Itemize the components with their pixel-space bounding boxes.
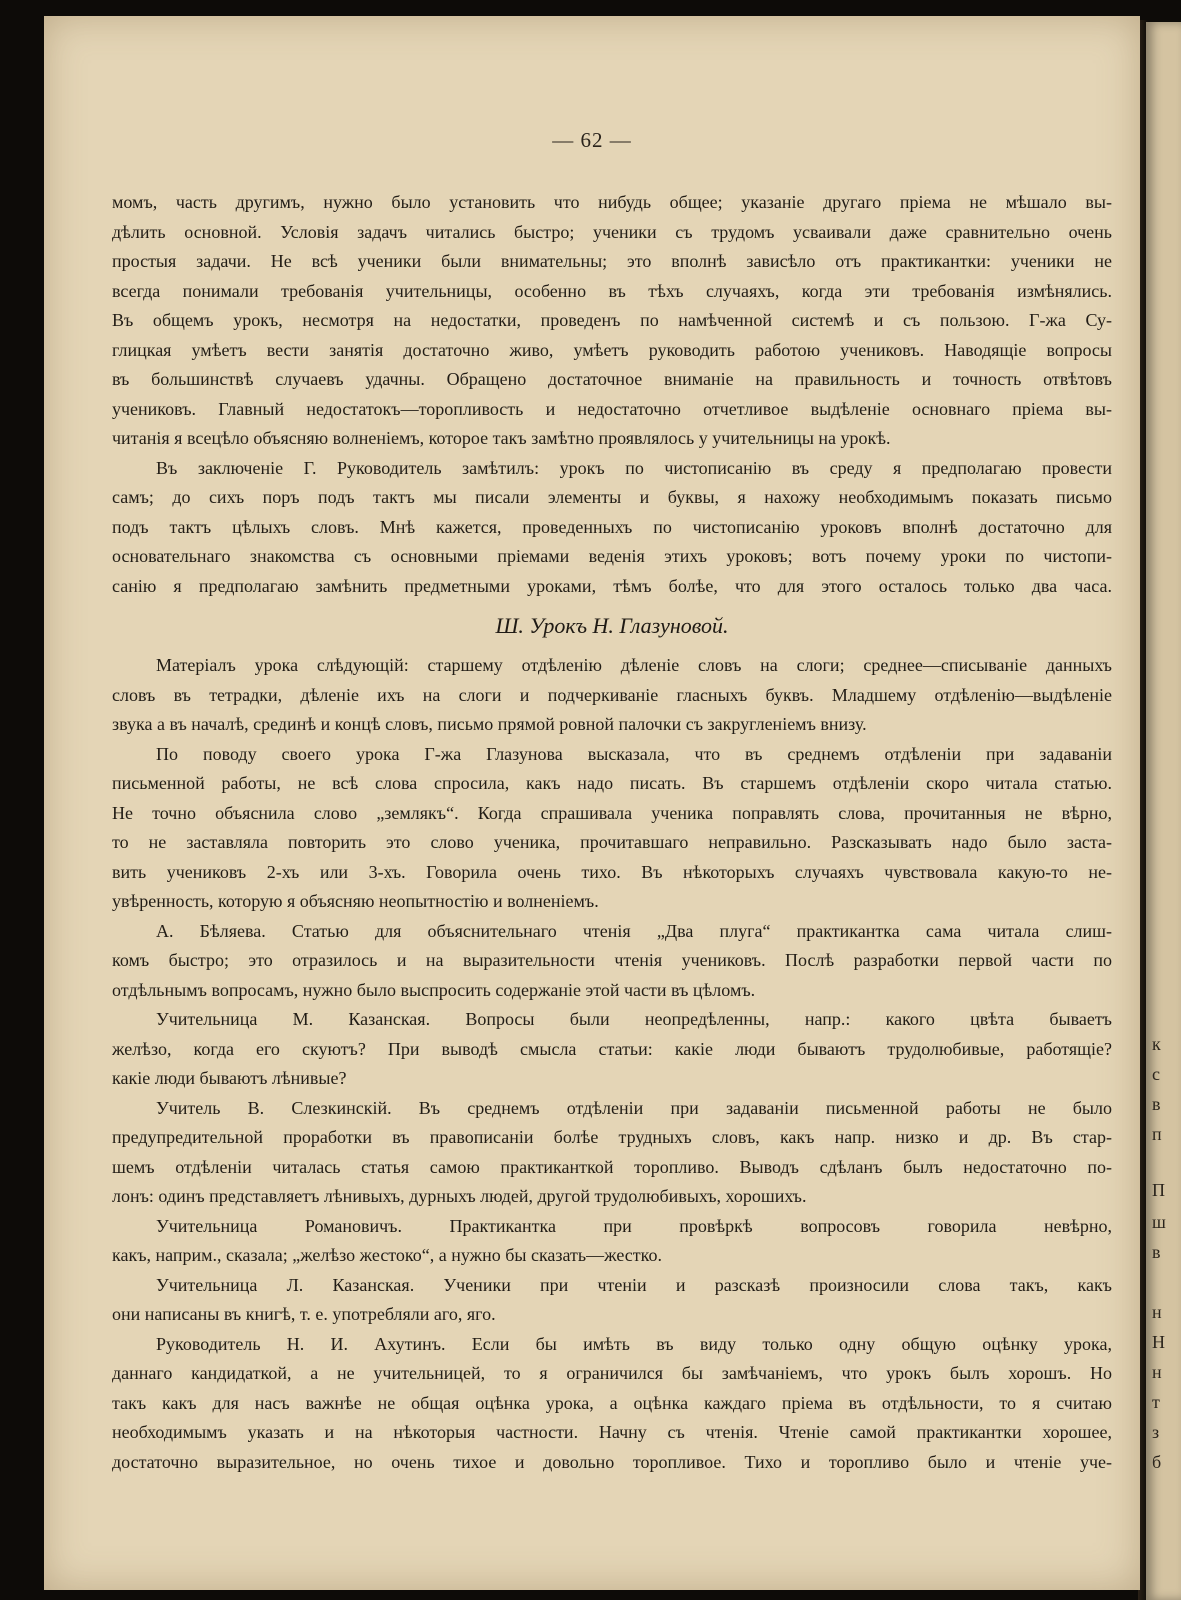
- adjacent-page-fragment: б: [1152, 1452, 1162, 1472]
- adjacent-page-fragment: з: [1152, 1422, 1160, 1442]
- text-line: звука а въ началѣ, срединѣ и концѣ словъ, письмо прямой ровной палочки съ закругленіемъ внизу.: [112, 714, 867, 734]
- text-line: Не точно объяснила слово „землякъ“. Когда спрашивала ученика поправлять слова, прочитанныя не вѣрно,: [112, 802, 1112, 823]
- text-line: подъ тактъ цѣлыхъ словъ. Мнѣ кажется, проведенныхъ по чистописанію уроковъ вполнѣ достаточно для: [112, 516, 1112, 537]
- text-line: По поводу своего урока Г-жа Глазунова высказала, что въ среднемъ отдѣленіи при задаваніи: [156, 743, 1112, 764]
- text-line: они написаны въ книгѣ, т. е. употребляли аго, яго.: [112, 1304, 496, 1324]
- text-line: Учительница Романовичъ. Практикантка при провѣркѣ вопросовъ говорила невѣрно,: [156, 1215, 1112, 1236]
- text-line: предупредительной проработки въ правописаніи болѣе трудныхъ словъ, какъ напр. низко и др. Въ стар-: [112, 1127, 1112, 1147]
- text-line: письменной работы, не всѣ слова спросила, какъ надо писать. Въ старшемъ отдѣленіи скоро читала статью.: [112, 773, 1112, 793]
- text-line: Въ заключеніе Г. Руководитель замѣтилъ: урокъ по чистописанію въ среду я предполагаю провести: [156, 457, 1112, 478]
- text-line: читанія я всецѣло объясняю волненіемъ, которое такъ замѣтно проявлялось у учительницы на урокѣ.: [112, 428, 891, 448]
- adjacent-page-fragment: Н: [1152, 1332, 1165, 1352]
- adjacent-page-fragment: П: [1152, 1180, 1165, 1200]
- adjacent-page-fragment: т: [1152, 1392, 1160, 1412]
- text-line: словъ въ тетрадки, дѣленіе ихъ на слоги и подчеркиваніе гласныхъ буквъ. Младшему отдѣленію—выдѣленіе: [112, 684, 1112, 705]
- adjacent-page-fragment: в: [1152, 1094, 1161, 1114]
- text-line: шемъ отдѣленіи читалась статья самою практиканткой торопливо. Выводъ сдѣланъ былъ недостаточно по-: [112, 1156, 1112, 1177]
- text-line: А. Бѣляева. Статью для объяснительнаго чтенія „Два плуга“ практикантка сама читала слиш-: [156, 920, 1112, 941]
- text-line: Учительница Л. Казанская. Ученики при чтеніи и разсказѣ произносили слова такъ, какъ: [156, 1274, 1112, 1295]
- text-line: основательнаго знакомства съ основными пріемами веденія этихъ уроковъ; вотъ почему уроки по чистопи-: [112, 546, 1112, 566]
- text-line: дѣлить основной. Условія задачъ читались быстро; ученики съ трудомъ усваивали даже сравнительно очень: [112, 221, 1112, 242]
- text-line: момъ, часть другимъ, нужно было установить что нибудь общее; указаніе другаго пріема не мѣшало вы-: [112, 192, 1112, 212]
- text-line: желѣзо, когда его скуютъ? При выводѣ смысла статьи: какіе люди бываютъ трудолюбивые, работящіе?: [112, 1038, 1112, 1059]
- text-line: такъ какъ для насъ важнѣе не общая оцѣнка урока, а оцѣнка каждаго пріема въ отдѣльности, то я считаю: [112, 1392, 1112, 1413]
- text-line: Руководитель Н. И. Ахутинъ. Если бы имѣть въ виду только одну общую оцѣнку урока,: [156, 1333, 1112, 1354]
- text-line: увѣренность, которую я объясняю неопытностію и волненіемъ.: [112, 891, 599, 911]
- text-line: въ большинствѣ случаевъ удачны. Обращено достаточное вниманіе на правильность и точность отвѣтовъ: [112, 369, 1112, 389]
- adjacent-page-edge: [1146, 22, 1181, 1600]
- adjacent-page-fragment: в: [1152, 1242, 1161, 1262]
- paragraph: [112, 651, 1112, 740]
- book-page: [44, 16, 1140, 1590]
- paragraph: [112, 1094, 1112, 1212]
- adjacent-page-fragment: ш: [1152, 1212, 1166, 1232]
- text-line: необходимымъ указать и на нѣкоторыя частности. Начну съ чтенія. Чтеніе самой практикантки хорошее,: [112, 1422, 1112, 1442]
- text-line: самъ; до сихъ поръ подъ тактъ мы писали элементы и буквы, я нахожу необходимымъ показать письмо: [112, 487, 1112, 507]
- text-line: достаточно выразительное, но очень тихое и довольно торопливое. Тихо и торопливо было и чтеніе уче-: [112, 1451, 1112, 1472]
- text-line: отдѣльнымъ вопросамъ, нужно было выспросить содержаніе этой части въ цѣломъ.: [112, 979, 756, 1000]
- adjacent-page-fragment: п: [1152, 1124, 1162, 1144]
- adjacent-page-fragment: н: [1152, 1302, 1162, 1322]
- paragraph: [112, 188, 1112, 454]
- text-line: какъ, наприм., сказала; „желѣзо жестоко“, а нужно бы сказать—жестко.: [112, 1245, 662, 1265]
- paragraph: [112, 740, 1112, 917]
- paragraph: [112, 1005, 1112, 1094]
- text-line: комъ быстро; это отразилось и на выразительности чтенія учениковъ. Послѣ разработки первой части по: [112, 950, 1112, 970]
- text-line: санію я предполагаю замѣнить предметными уроками, тѣмъ болѣе, что для этого осталось только два часа.: [112, 575, 1112, 596]
- page-body: [112, 188, 1112, 1477]
- adjacent-page-fragment: к: [1152, 1034, 1161, 1054]
- text-line: какіе люди бываютъ лѣнивые?: [112, 1068, 347, 1088]
- text-line: глицкая умѣетъ вести занятія достаточно живо, умѣетъ руководить работою учениковъ. Наводящіе вопросы: [112, 339, 1112, 360]
- text-line: Учитель В. Слезкинскій. Въ среднемъ отдѣленіи при задаваніи письменной работы не было: [156, 1097, 1112, 1118]
- text-line: Въ общемъ урокъ, несмотря на недостатки, проведенъ по намѣченной системѣ и съ пользою. Г-жа Су-: [112, 310, 1112, 330]
- text-line: лонъ: одинъ представляетъ лѣнивыхъ, дурныхъ людей, другой трудолюбивыхъ, хорошихъ.: [112, 1186, 807, 1206]
- paragraph: [112, 1330, 1112, 1478]
- text-line: простыя задачи. Не всѣ ученики были внимательны; это вполнѣ зависѣло отъ практикантки: ученики не: [112, 251, 1112, 271]
- text-line: то не заставляла повторить это слово ученика, прочитавшаго неправильно. Разсказывать надо было заста-: [112, 832, 1112, 852]
- paragraph: [112, 917, 1112, 1006]
- text-line: Матеріалъ урока слѣдующій: старшему отдѣленію дѣленіе словъ на слоги; среднее—списываніе данныхъ: [156, 655, 1112, 675]
- page-number: — 62 —: [552, 128, 632, 152]
- section-heading: Ш. Урокъ Н. Глазуновой.: [495, 613, 729, 638]
- adjacent-page-fragment: с: [1152, 1064, 1160, 1084]
- text-line: учениковъ. Главный недостатокъ—торопливость и недостаточно отчетливое выдѣленіе основнаго пріема вы-: [112, 398, 1112, 419]
- paragraph: [112, 1271, 1112, 1330]
- text-line: даннаго кандидаткой, а не учительницей, то я ограничился бы замѣчаніемъ, что урокъ былъ хорошъ. Но: [112, 1363, 1112, 1383]
- paragraph: [112, 454, 1112, 602]
- text-line: вить учениковъ 2-хъ или 3-хъ. Говорила очень тихо. Въ нѣкоторыхъ случаяхъ чувствовала какую-то не-: [112, 861, 1112, 882]
- paragraph: [112, 1212, 1112, 1271]
- adjacent-page-fragment: н: [1152, 1362, 1162, 1382]
- text-line: Учительница М. Казанская. Вопросы были неопредѣленны, напр.: какого цвѣта бываетъ: [156, 1009, 1112, 1029]
- text-line: всегда понимали требованія учительницы, особенно въ тѣхъ случаяхъ, когда эти требованія измѣнялись.: [112, 280, 1112, 301]
